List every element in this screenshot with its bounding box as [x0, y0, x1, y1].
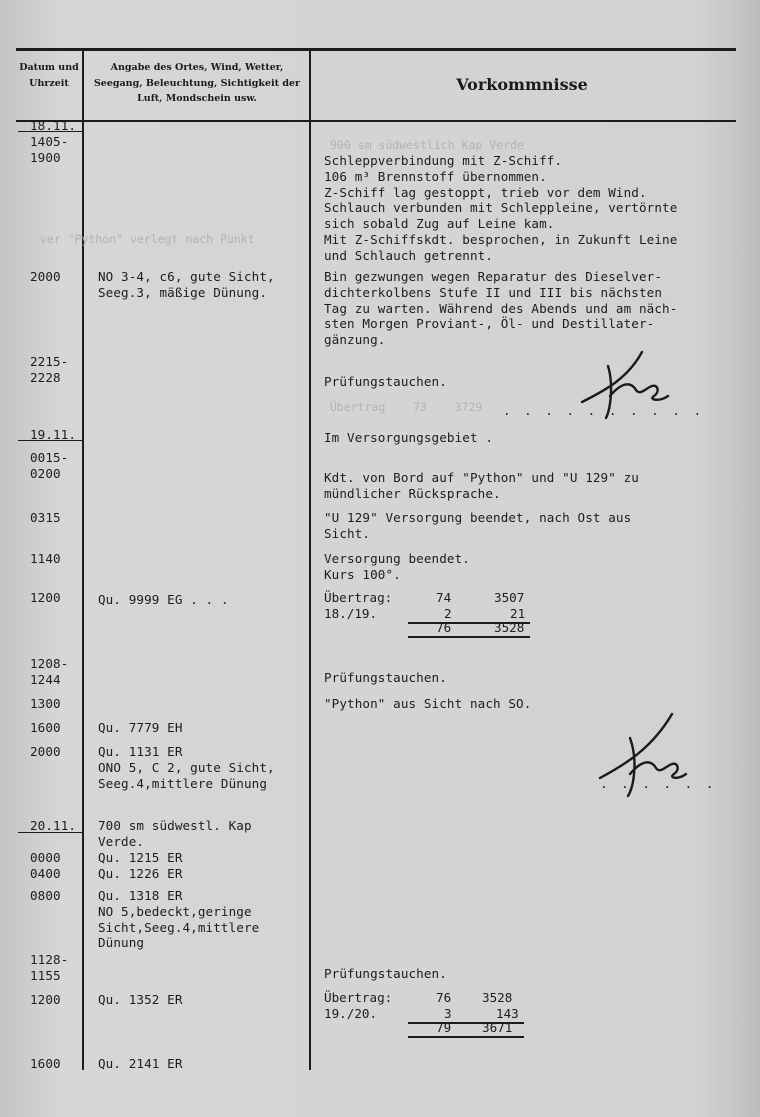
tally-value: 143: [496, 1006, 519, 1021]
entry-events: Kdt. von Bord auf "Python" und "U 129" zu mündlicher Rücksprache.: [324, 470, 639, 501]
tally-value: 2: [444, 606, 452, 621]
tally-label: Übertrag:: [324, 590, 393, 605]
entry-location: Qu. 1131 ER ONO 5, C 2, gute Sicht, Seeg.4,mittlere Dünung: [98, 744, 275, 791]
entry-events: Schleppverbindung mit Z-Schiff. 106 m³ Brennstoff übernommen. Z-Schiff lag gestoppt, trieb vor dem Wind. Schlauch verbunden mit Schleppleine, vertörnte sich sobald Zug auf Leine kam. Mit Z-Schiffskdt. besprochen, in Zukunft Leine und Schlauch getrennt.: [324, 153, 678, 263]
entry-date: 20.11.: [30, 818, 77, 833]
entry-time: 0015- 0200: [30, 450, 69, 481]
entry-time: 1405- 1900: [30, 134, 69, 165]
header-location-weather: Angabe des Ortes, Wind, Wetter, Seegang, Beleuchtung, Sichtigkeit der Luft, Mondschein usw.: [93, 62, 301, 104]
entry-time: 2000: [30, 744, 61, 759]
entry-date: 18.11.: [30, 118, 77, 133]
entry-time: 1200: [30, 992, 61, 1007]
entry-time: 1600: [30, 1056, 61, 1071]
entry-time: 1208- 1244: [30, 656, 69, 687]
entry-location: Qu. 1352 ER: [98, 992, 183, 1007]
tally-value: 21: [510, 606, 526, 621]
entry-location: Qu. 1318 ER NO 5,bedeckt,geringe Sicht,Seeg.4,mittlere Dünung: [98, 888, 260, 951]
entry-time: 1128- 1155: [30, 952, 69, 983]
header-date-time: Datum und Uhrzeit: [19, 62, 79, 89]
entry-time: 1300: [30, 696, 61, 711]
entry-events: Prüfungstauchen.: [324, 670, 447, 685]
column-divider-1: [82, 50, 84, 1070]
entry-location: Qu. 7779 EH: [98, 720, 183, 735]
header-events: Vorkommnisse: [456, 75, 588, 94]
entry-events: Bin gezwungen wegen Reparatur des Dieselver- dichterkolbens Stufe II und III bis nächsten Tag zu warten. Während des Abends und am näch- sten Morgen Proviant-, Öl- und Destillater- gänzung.: [324, 269, 678, 348]
tally-total: 3528: [494, 620, 525, 635]
top-rule: [16, 48, 736, 51]
entry-time: 0315: [30, 510, 61, 525]
entry-location: 700 sm südwestl. Kap Verde.: [98, 818, 252, 849]
tally-value: 76: [436, 990, 452, 1005]
tally-sum-line: [408, 636, 530, 638]
tally-value: 3507: [494, 590, 525, 605]
entry-events: Prüfungstauchen.: [324, 966, 447, 981]
signature-dots: . . . . . . . . . .: [503, 403, 705, 418]
tally-label: Übertrag:: [324, 990, 393, 1005]
entry-location: Qu. 1226 ER: [98, 866, 183, 881]
entry-time: 2215- 2228: [30, 354, 69, 385]
entry-location: Qu. 1215 ER: [98, 850, 183, 865]
entry-events: Im Versorgungsgebiet .: [324, 430, 494, 445]
tally-value: 3: [444, 1006, 452, 1021]
tally-total: 3671: [482, 1020, 513, 1035]
signature-dots: . . . . . .: [600, 776, 717, 791]
tally-value: 74: [436, 590, 452, 605]
entry-time: 2000: [30, 269, 61, 284]
bleed-through-text: Übertrag 73 3729: [330, 400, 483, 414]
entry-time: 1600: [30, 720, 61, 735]
entry-events: Prüfungstauchen.: [324, 374, 447, 389]
column-divider-2: [309, 50, 311, 1070]
entry-location: Qu. 2141 ER: [98, 1056, 183, 1071]
entry-time: 0000: [30, 850, 61, 865]
tally-label: 19./20.: [324, 1006, 378, 1021]
entry-location: Qu. 9999 EG . . .: [98, 592, 229, 607]
bleed-through-text: ver "Python" verlegt nach Punkt: [40, 232, 255, 246]
entry-location: NO 3-4, c6, gute Sicht, Seeg.3, mäßige Dünung.: [98, 269, 275, 300]
tally-total: 79: [436, 1020, 452, 1035]
entry-events: "Python" aus Sicht nach SO.: [324, 696, 532, 711]
entry-events: "U 129" Versorgung beendet, nach Ost aus Sicht.: [324, 510, 632, 541]
bleed-through-text: 900 sm südwestlich Kap Verde: [330, 138, 524, 152]
header-bottom-rule: [16, 120, 736, 122]
entry-time: 0800: [30, 888, 61, 903]
tally-label: 18./19.: [324, 606, 378, 621]
tally-sum-line: [408, 1036, 524, 1038]
tally-total: 76: [436, 620, 452, 635]
entry-date: 19.11.: [30, 427, 77, 442]
entry-time: 0400: [30, 866, 61, 881]
tally-value: 3528: [482, 990, 513, 1005]
entry-time: 1200: [30, 590, 61, 605]
entry-events: Versorgung beendet. Kurs 100°.: [324, 551, 470, 582]
entry-time: 1140: [30, 551, 61, 566]
